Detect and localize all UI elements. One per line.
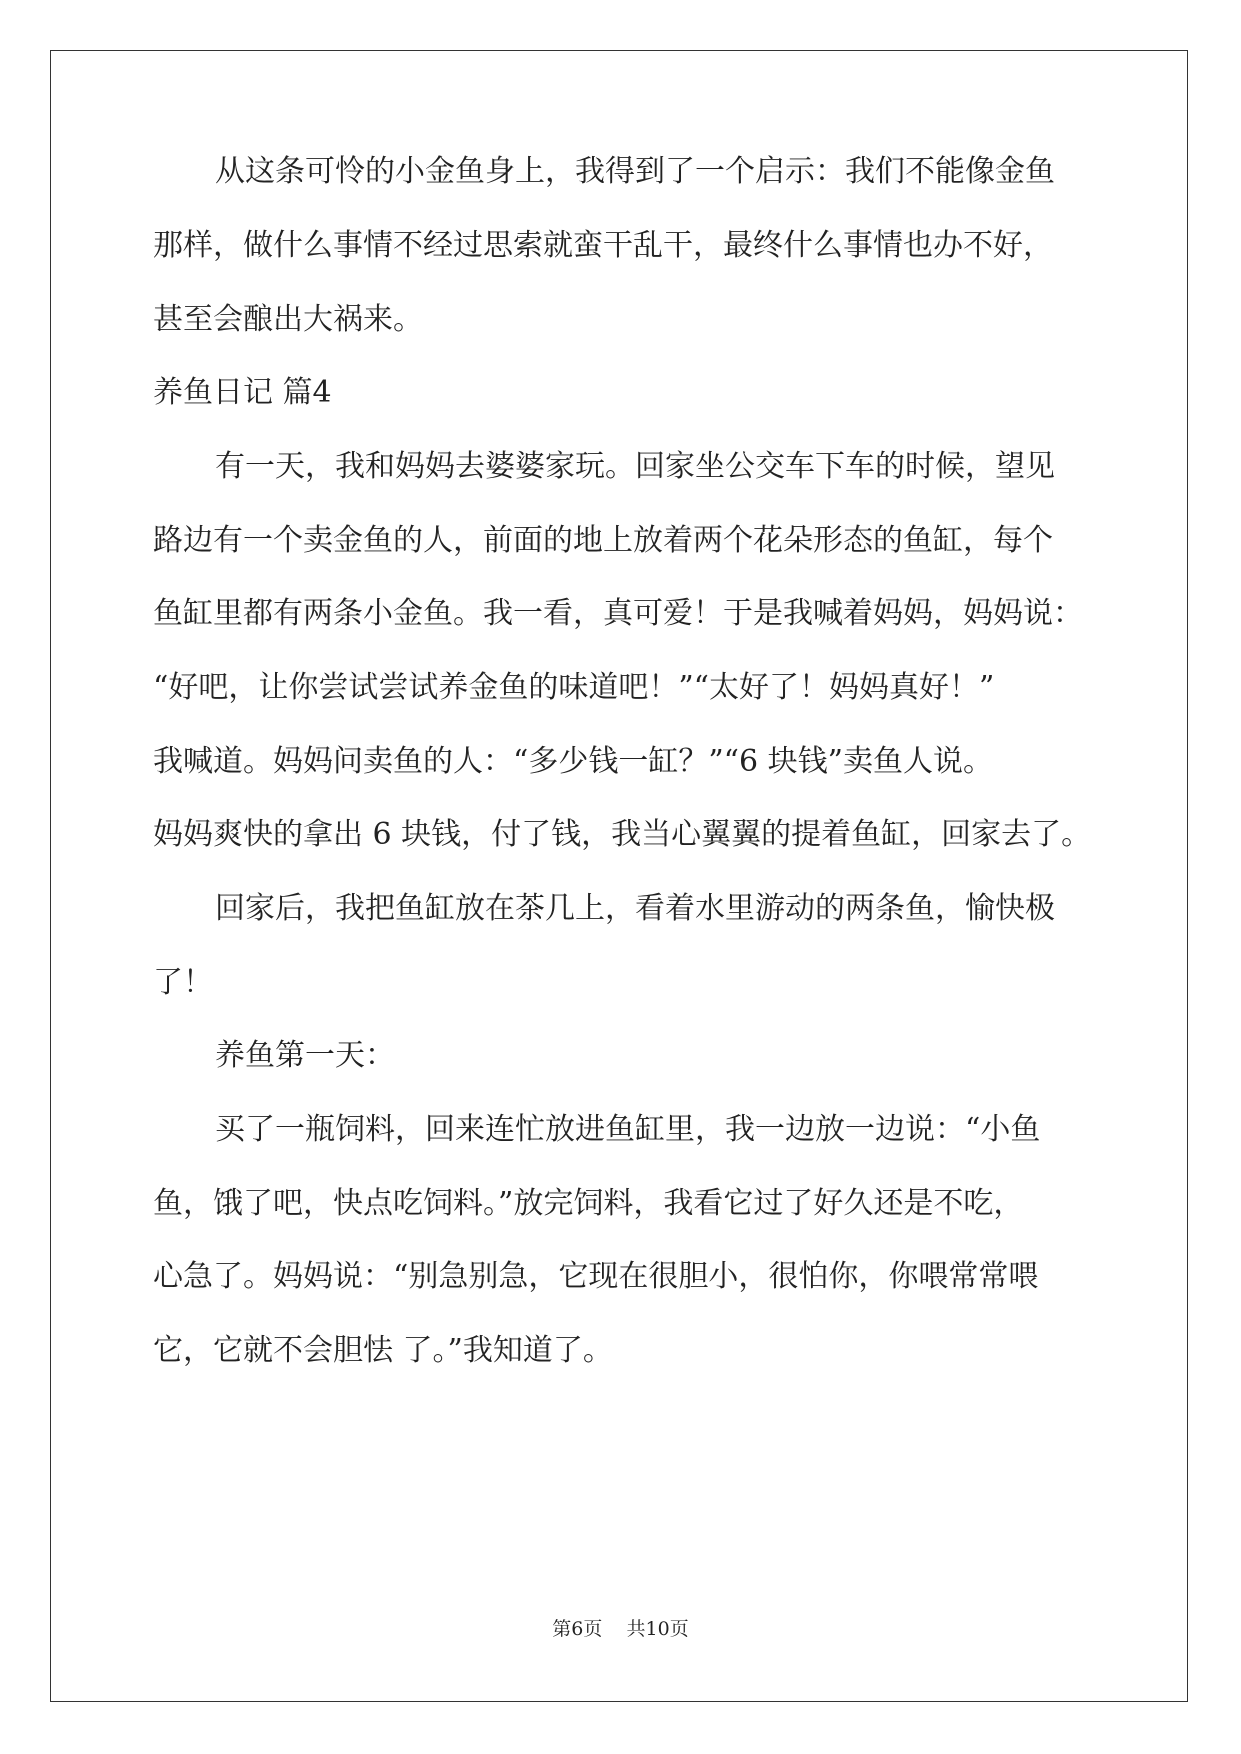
page-footer (0, 1614, 1241, 1641)
footer-gap (602, 1618, 626, 1640)
text-line: 买了一瓶饲料，回来连忙放进鱼缸里，我一边放一边说：“小鱼 (215, 1112, 1041, 1147)
text-line: 路边有一个卖金鱼的人，前面的地上放着两个花朵形态的鱼缸，每个 (153, 523, 1053, 558)
page-border (50, 50, 1188, 1702)
text-line: 我喊道。妈妈问卖鱼的人：“多少钱一缸？”“6 块钱”卖鱼人说。 (153, 744, 993, 779)
text-line: 甚至会酿出大祸来。 (153, 302, 423, 337)
text-line: 有一天，我和妈妈去婆婆家玩。回家坐公交车下车的时候，望见 (215, 449, 1055, 484)
text-line: 鱼，饿了吧，快点吃饲料。”放完饲料，我看它过了好久还是不吃， (153, 1186, 1024, 1221)
text-line: 妈妈爽快的拿出 6 块钱，付了钱，我当心翼翼的提着鱼缸，回家去了。 (153, 817, 1092, 852)
text-line: 回家后，我把鱼缸放在茶几上，看着水里游动的两条鱼，愉快极 (215, 891, 1055, 926)
text-line: 养鱼第一天： (215, 1038, 395, 1073)
text-line: 了！ (153, 965, 213, 1000)
text-line: 心急了。妈妈说：“别急别急，它现在很胆小，很怕你，你喂常常喂 (153, 1259, 1039, 1294)
text-line: 从这条可怜的小金鱼身上，我得到了一个启示：我们不能像金鱼 (215, 154, 1055, 189)
text-line: “好吧，让你尝试尝试养金鱼的味道吧！”“太好了！妈妈真好！” (153, 670, 995, 705)
text-line: 那样，做什么事情不经过思索就蛮干乱干，最终什么事情也办不好， (153, 228, 1053, 263)
page-number: 第6页 (552, 1618, 603, 1640)
text-line: 它，它就不会胆怯 了。”我知道了。 (153, 1333, 613, 1368)
page-total: 共10页 (626, 1618, 689, 1640)
text-line: 鱼缸里都有两条小金鱼。我一看，真可爱！于是我喊着妈妈，妈妈说： (153, 596, 1083, 631)
section-heading: 养鱼日记 篇4 (153, 375, 332, 410)
